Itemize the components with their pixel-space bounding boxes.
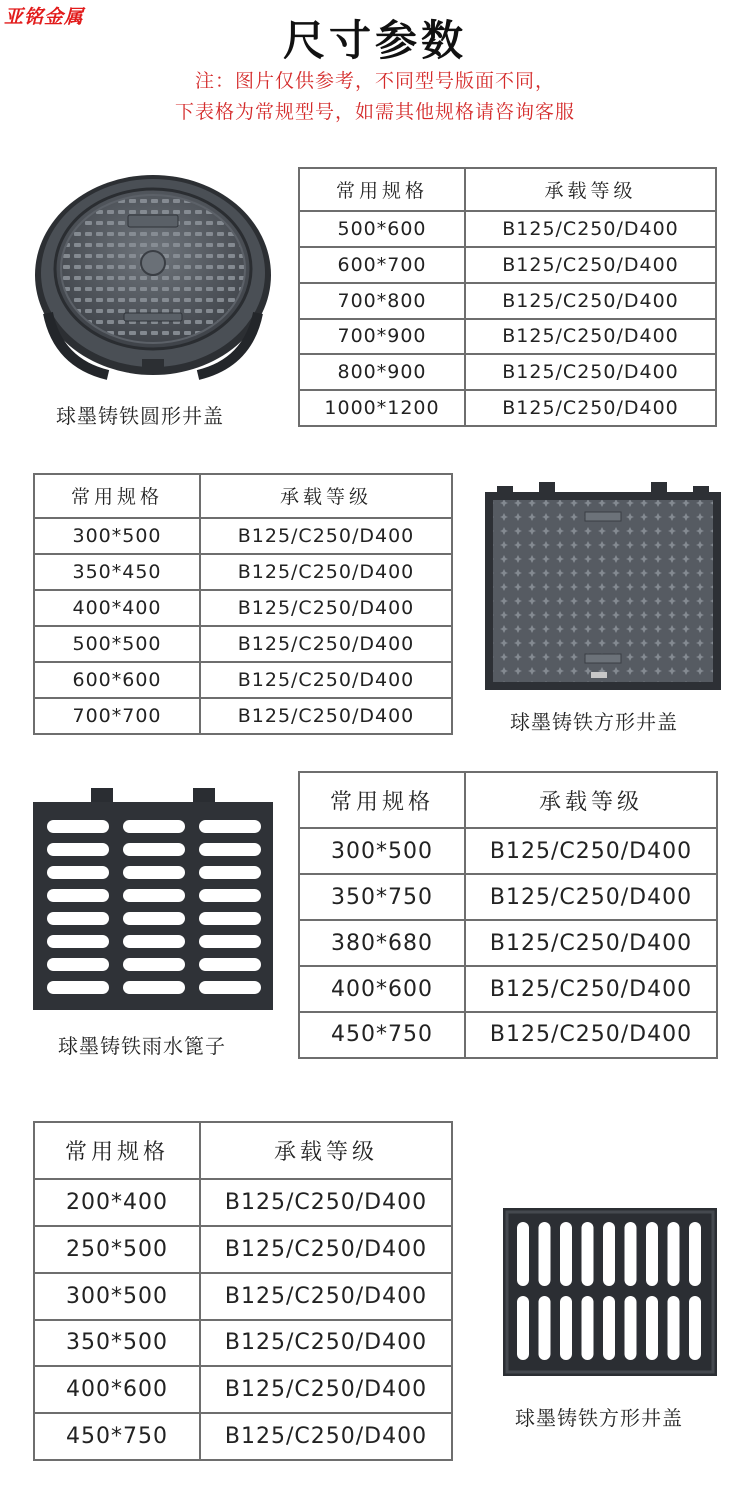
table-row [299,247,716,283]
spec-cell: 400*600 [34,1366,200,1413]
table-header-row [34,474,452,518]
spec-cell: 600*700 [299,247,465,283]
spec-cell: 200*400 [34,1179,200,1226]
square-manhole-cover-image [483,482,723,694]
table-row [34,1273,452,1320]
spec-table-slotted-cover [33,1121,453,1461]
table-row [34,518,452,554]
table-header-row [34,1122,452,1179]
table-row [34,554,452,590]
table-header-row [299,772,717,828]
spec-cell: 600*600 [34,662,200,698]
grate-slot [123,820,185,833]
header-spec: 常用规格 [34,1122,200,1179]
grate-slot [539,1296,551,1360]
load-cell: B125/C250/D400 [200,698,452,734]
spec-cell: 700*700 [34,698,200,734]
spec-cell: 300*500 [34,518,200,554]
spec-cell: 800*900 [299,354,465,390]
table-row [34,1413,452,1460]
caption-rain-grate: 球墨铸铁雨水篦子 [58,1034,226,1058]
table-row [299,966,717,1012]
header-load: 承载等级 [465,772,717,828]
load-cell: B125/C250/D400 [200,1273,452,1320]
grate-slot [603,1296,615,1360]
table-row [34,1226,452,1273]
grate-slot [123,843,185,856]
notice-line-1: 注：图片仅供参考，不同型号版面不同， [194,70,555,92]
header-spec: 常用规格 [299,772,465,828]
brand-watermark: 亚铭金属 [4,6,85,28]
grate-slot [47,866,109,879]
table-row [299,828,717,874]
grate-slot [560,1222,572,1286]
table-row [299,920,717,966]
grate-slot [603,1222,615,1286]
load-cell: B125/C250/D400 [200,518,452,554]
grate-slot [199,820,261,833]
load-cell: B125/C250/D400 [465,211,716,247]
rainwater-grate-image [33,788,273,1010]
spec-cell: 350*750 [299,874,465,920]
table-row [34,1179,452,1226]
table-row [34,698,452,734]
table-row [34,590,452,626]
grate-slot [582,1222,594,1286]
load-cell: B125/C250/D400 [200,626,452,662]
load-cell: B125/C250/D400 [465,319,716,355]
grate-slot [123,889,185,902]
grate-slot [47,820,109,833]
load-cell: B125/C250/D400 [465,920,717,966]
load-cell: B125/C250/D400 [465,283,716,319]
table-row [299,354,716,390]
grate-slot [123,958,185,971]
table-row [34,1366,452,1413]
slotted-cover-image [503,1208,717,1376]
grate-slot [517,1222,529,1286]
grate-slot [582,1296,594,1360]
header-load: 承载等级 [200,474,452,518]
spec-cell: 500*500 [34,626,200,662]
grate-slot [689,1222,701,1286]
load-cell: B125/C250/D400 [465,874,717,920]
grate-slot [668,1222,680,1286]
header-load: 承载等级 [200,1122,452,1179]
grate-slot [199,866,261,879]
table-row [299,874,717,920]
grate-slot [123,912,185,925]
table-row [34,1320,452,1367]
grate-slot [47,958,109,971]
load-cell: B125/C250/D400 [465,354,716,390]
table-header-row [299,168,716,211]
load-cell: B125/C250/D400 [200,590,452,626]
grate-slot [199,935,261,948]
load-cell: B125/C250/D400 [465,1012,717,1058]
load-cell: B125/C250/D400 [200,1179,452,1226]
table-row [34,662,452,698]
load-cell: B125/C250/D400 [200,1226,452,1273]
grate-slot [668,1296,680,1360]
table-row [299,1012,717,1058]
spec-cell: 700*800 [299,283,465,319]
grate-slot [47,843,109,856]
caption-round-cover: 球墨铸铁圆形井盖 [56,404,224,428]
grate-slot [123,935,185,948]
spec-table-round-cover [298,167,717,427]
load-cell: B125/C250/D400 [200,554,452,590]
spec-cell: 400*400 [34,590,200,626]
spec-cell: 1000*1200 [299,390,465,426]
grate-slot [646,1296,658,1360]
grate-slot [199,889,261,902]
grate-slot [625,1222,637,1286]
load-cell: B125/C250/D400 [465,247,716,283]
grate-slot [199,912,261,925]
spec-cell: 450*750 [299,1012,465,1058]
load-cell: B125/C250/D400 [200,1413,452,1460]
table-row [299,319,716,355]
spec-cell: 350*500 [34,1320,200,1367]
grate-slot [47,935,109,948]
grate-slot [123,866,185,879]
grate-slot [123,981,185,994]
load-cell: B125/C250/D400 [200,1366,452,1413]
caption-slotted-cover: 球墨铸铁方形井盖 [515,1406,683,1430]
grate-slot [199,958,261,971]
load-cell: B125/C250/D400 [465,828,717,874]
grate-slot [47,889,109,902]
load-cell: B125/C250/D400 [200,662,452,698]
spec-table-rain-grate [298,771,718,1059]
header-load: 承载等级 [465,168,716,211]
header-spec: 常用规格 [299,168,465,211]
spec-cell: 380*680 [299,920,465,966]
spec-cell: 500*600 [299,211,465,247]
grate-slot [560,1296,572,1360]
spec-cell: 400*600 [299,966,465,1012]
table-row [299,283,716,319]
grate-slot [47,912,109,925]
load-cell: B125/C250/D400 [465,390,716,426]
grate-slot [689,1296,701,1360]
spec-table-square-cover [33,473,453,735]
grate-slot [47,981,109,994]
load-cell: B125/C250/D400 [465,966,717,1012]
grate-slot [199,981,261,994]
table-row [34,626,452,662]
spec-cell: 450*750 [34,1413,200,1460]
load-cell: B125/C250/D400 [200,1320,452,1367]
caption-square-cover: 球墨铸铁方形井盖 [510,710,678,734]
notice-line-2: 下表格为常规型号，如需其他规格请咨询客服 [174,101,575,123]
grate-slot [539,1222,551,1286]
table-row [299,211,716,247]
grate-slot [199,843,261,856]
page-title: 尺寸参数 [282,16,467,65]
grate-slot [625,1296,637,1360]
round-manhole-cover-image [28,163,278,383]
grate-slot [517,1296,529,1360]
table-row [299,390,716,426]
grate-slot [646,1222,658,1286]
spec-cell: 300*500 [34,1273,200,1320]
header-spec: 常用规格 [34,474,200,518]
spec-cell: 700*900 [299,319,465,355]
spec-cell: 300*500 [299,828,465,874]
spec-cell: 250*500 [34,1226,200,1273]
spec-cell: 350*450 [34,554,200,590]
